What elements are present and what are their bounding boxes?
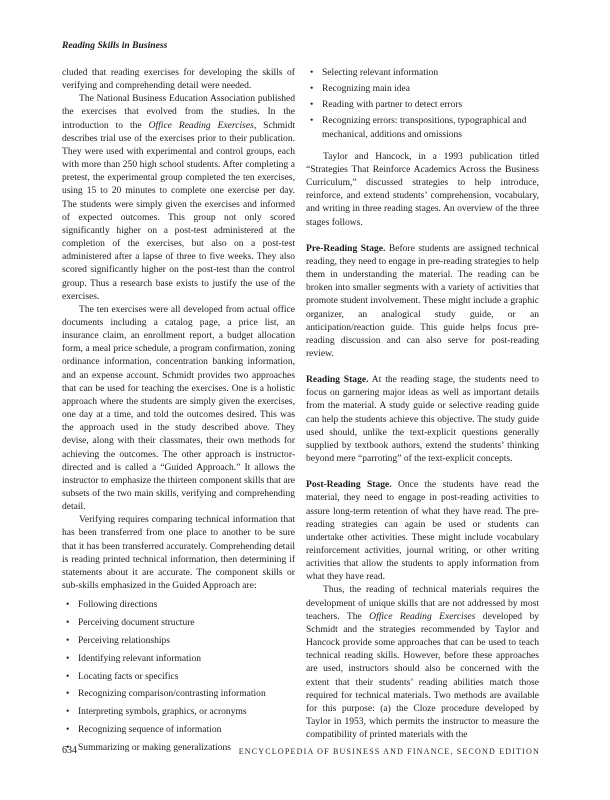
section-heading: Reading Stage.	[306, 374, 369, 386]
list-item: • Summarizing or making generalizations	[62, 741, 295, 754]
sub-skills-list-continued	[306, 66, 539, 141]
post-reading-section: Post-Reading Stage. Once the students have read the material, they need to engage in post-reading activities to assure long-term retention of what they have read. The pre-reading strategies can again be used or students can undertake other activities. These might include vocabulary reinforcement activities, journal writing, or other writing activities that allow the students to apply information from what they have read.	[306, 479, 539, 583]
list-item: • Recognizing comparison/contrasting information	[62, 687, 295, 700]
book-title-italic: Office Reading Exercises	[369, 610, 476, 622]
page-number: 634	[62, 745, 77, 756]
list-item: • Identifying relevant information	[62, 652, 295, 665]
footer-book-title: ENCYCLOPEDIA OF BUSINESS AND FINANCE, SECOND EDITION	[238, 747, 540, 756]
right-column	[306, 66, 539, 741]
paragraph: Taylor and Hancock, in a 1993 publication titled “Strategies That Reinforce Academics Across the Business Curriculum,” discussed strategies to help introduce, reinforce, and extend students’ comprehension, vocabulary, and writing in three reading stages. An overview of the three stages follows.	[306, 150, 539, 228]
list-item: • Following directions	[62, 598, 295, 611]
list-item: • Interpreting symbols, graphics, or acronyms	[62, 705, 295, 718]
paragraph: Verifying requires comparing technical information that has been transferred from one place to another to be sure that it has been transferred accurately. Comprehending detail is reading printed technical information, then determining if statements about it are accurate. The component skills or sub-skills emphasized in the Guided Approach are:	[62, 514, 295, 592]
list-item: • Perceiving relationships	[62, 634, 295, 647]
reading-section: Reading Stage. At the reading stage, the students need to focus on garnering major ideas as well as important details from the material. A study guide or selective reading guide can help the students achieve this objective. The study guide used should, unlike the text-explicit questions generally supplied by textbook authors, extend the students’ thinking beyond mere “parroting” of the text-explicit concepts.	[306, 374, 540, 465]
section-heading: Pre-Reading Stage.	[306, 242, 386, 254]
list-item: • Reading with partner to detect errors	[306, 98, 539, 111]
paragraph: The ten exercises were all developed from actual office documents including a catalog page, a price list, an insurance claim, an enrollment report, a budget allocation form, a meal price schedule, a program confirmation, zoning ordinance information, concentration banking information, and an expense account. Schmidt provides two approaches that can be used for teaching the exercises. One is a holistic approach where the students are simply given the exercises, one day at a time, and told the outcomes desired. This was the approach used in the study described above. They devise, along with their classmates, their own methods for achieving the outcomes. The other approach is instructor-directed and is called a “Guided Approach.” It allows the instructor to emphasize the thirteen component skills that are subsets of the two main skills, verifying and comprehending detail.	[62, 303, 295, 513]
list-item: • Locating facts or specifics	[62, 670, 295, 683]
paragraph: cluded that reading exercises for developing the skills of verifying and comprehending detail were needed.	[62, 67, 295, 92]
list-item: • Perceiving document structure	[62, 616, 295, 629]
running-head: Reading Skills in Business	[62, 40, 168, 51]
left-column	[62, 66, 295, 759]
list-item: • Selecting relevant information	[306, 66, 539, 79]
list-item: • Recognizing sequence of information	[62, 723, 295, 736]
list-item: • Recognizing main idea	[306, 82, 539, 95]
book-title-italic: Office Reading Exercises	[148, 119, 254, 131]
list-item: • Recognizing errors: transpositions, typographical and mechanical, additions and omissions	[306, 114, 539, 140]
paragraph: The National Business Education Association published the exercises that evolved from the studies. In the introduction to the Office Reading Exercises, Schmidt describes trial use of the exercises prior to their publication. They were used with experimental and control groups, each with more than 250 high school students. After completing a pretest, the experimental group completed the ten exercises, using 15 to 20 minutes to complete one exercise per day. The students were simply given the exercises and informed of expected outcomes. This group not only scored significantly higher on a post-test administered at the completion of the exercises, but also on a post-test administered after a lapse of three to five weeks. They also scored significantly higher on the post-test than the control group. Thus a research base exists to justify the use of the exercises.	[62, 93, 295, 302]
sub-skills-list	[62, 598, 295, 754]
paragraph: Thus, the reading of technical materials requires the development of unique skills that are not addressed by most teachers. The Office Reading Exercises developed by Schmidt and the strategies recommended by Taylor and Hancock provide some approaches that can be used to teach technical reading skills. However, before these approaches are used, instructors should also be concerned with the extent that their students’ reading abilities match those required for technical materials. Two methods are available for this purpose: (a) the Cloze procedure developed by Taylor in 1953, which permits the instructor to measure the compatibility of printed materials with the	[306, 584, 539, 741]
section-heading: Post-Reading Stage.	[306, 479, 392, 491]
pre-reading-section: Pre-Reading Stage. Before students are assigned technical reading, they need to engage in pre-reading strategies to help them in understanding the material. The reading can be broken into smaller segments with a variety of activities that promote student involvement. These might include a graphic organizer, an analogical study guide, or an anticipation/reaction guide. This guide helps focus pre-reading discussion and can also serve for post-reading review.	[306, 242, 540, 359]
